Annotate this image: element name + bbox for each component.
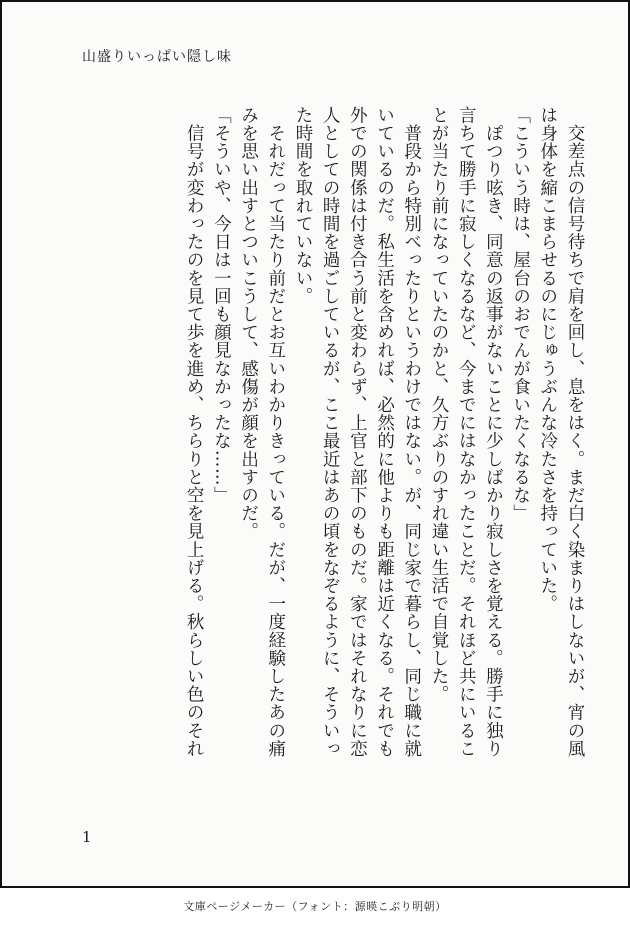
page-number: 1 bbox=[82, 828, 92, 846]
footer-caption: 文庫ページメーカー（フォント：源暎こぶり明朝） bbox=[183, 900, 447, 913]
text-line: とが当たり前になっていたのかと、久方ぶりのすれ違い生活で自覚した。 bbox=[428, 106, 449, 704]
text-line: た時間を取れていない。 bbox=[292, 106, 313, 306]
vertical-text-body bbox=[180, 106, 588, 796]
text-line: 「そういや、今日は一回も顔見なかったな……」 bbox=[211, 106, 232, 505]
text-line: みを思い出すとついこうして、感傷が顔を出すのだ。 bbox=[238, 106, 259, 541]
text-line: 信号が変わったのを見て歩を進め、ちらりと空を見上げる。秋らしい色のそれ bbox=[184, 106, 205, 758]
text-line: 「こういう時は、屋台のおでんが食いたくなるな」 bbox=[510, 106, 531, 523]
text-line: 外での関係は付き合う前と変わらず、上官と部下のものだ。家ではそれなりに恋 bbox=[347, 106, 368, 758]
text-line: 言ちて勝手に寂しくなるなど、今までにはなかったことだ。それほど共にいるこ bbox=[456, 106, 477, 758]
text-line: 普段から特別べったりというわけではない。が、同じ家で暮らし、同じ職に就 bbox=[401, 106, 422, 758]
running-header-title: 山盛りいっぱい隠し味 bbox=[82, 49, 232, 65]
text-line: ぽつり呟き、同意の返事がないことに少しばかり寂しさを覚える。勝手に独り bbox=[483, 106, 504, 758]
text-line: それだって当たり前だとお互いわかりきっている。だが、一度経験したあの痛 bbox=[265, 106, 286, 758]
text-line: 交差点の信号待ちで肩を回し、息をはく。まだ白く染まりはしないが、宵の風 bbox=[565, 106, 585, 758]
text-line: 人としての時間を過ごしているが、ここ最近はあの頃をなぞるように、そういっ bbox=[320, 106, 341, 758]
text-line: いているのだ。私生活を含めれば、必然的に他よりも距離は近くなる。それでも bbox=[374, 106, 395, 758]
text-line: は身体を縮こまらせるのにじゅうぶんな冷たさを持っていた。 bbox=[537, 106, 558, 613]
